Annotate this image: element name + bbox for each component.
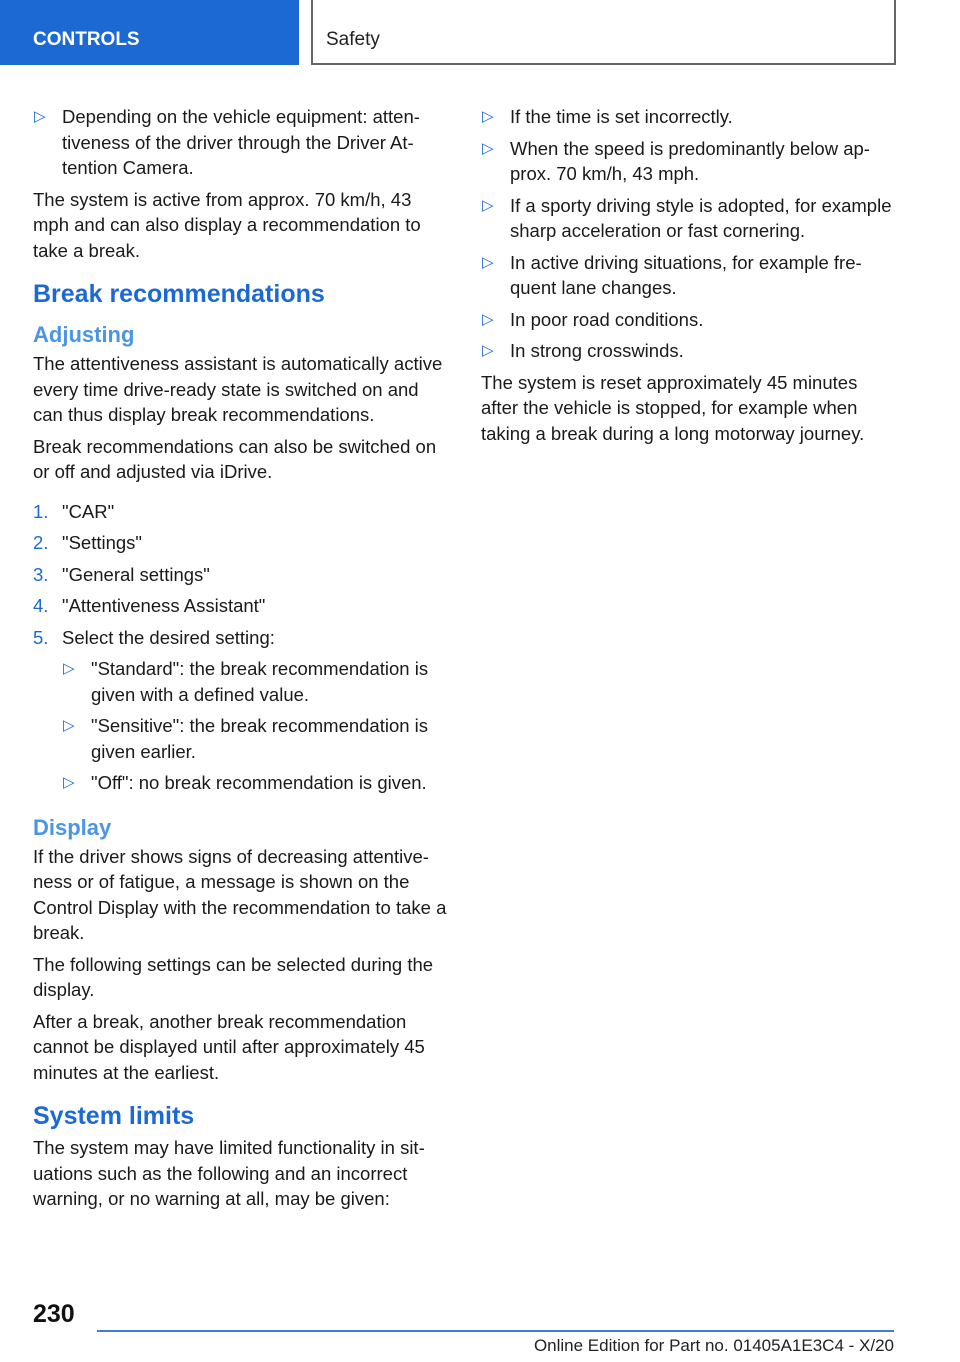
triangle-bullet-icon: ▷ — [34, 108, 46, 125]
option-item: ▷ "Standard": the break recommendation is given with a defined value. — [63, 658, 429, 705]
triangle-bullet-icon: ▷ — [482, 196, 494, 214]
left-column — [33, 104, 447, 1218]
list-item: ▷ When the speed is predominantly below approx. 70 km/h, 43 mph. — [482, 137, 870, 184]
section-tab-controls: CONTROLS — [0, 0, 299, 65]
footer-edition: Online Edition for Part no. 01405A1E3C4 - X/20 — [533, 1336, 894, 1355]
list-item: ▷ If a sporty driving style is adopted, for example sharp acceleration or fast cornering. — [482, 194, 892, 241]
step-item: 5. Select the desired setting: — [33, 626, 275, 648]
triangle-bullet-icon: ▷ — [482, 108, 494, 125]
adjusting-paragraph-2: Break recommendations can also be switched on or off and adjusted via iDrive. — [33, 435, 437, 482]
triangle-bullet-icon: ▷ — [482, 310, 494, 328]
option-item: ▷ "Off": no break recommendation is given. — [62, 770, 447, 796]
list-item: ▷ In active driving situations, for example frequent lane changes. — [482, 251, 862, 298]
triangle-bullet-icon: ▷ — [482, 253, 494, 271]
triangle-bullet-icon: ▷ — [482, 139, 494, 157]
triangle-bullet-icon: ▷ — [482, 342, 494, 359]
list-item: ▷ In strong crosswinds. — [481, 338, 895, 364]
reset-paragraph: The system is reset approximately 45 minutes after the vehicle is stopped, for example when taking a break during a long motorway journey. — [481, 371, 865, 444]
intro-paragraph: The system is active from approx. 70 km/h, 43 mph and can also display a recommendation to take a break. — [33, 188, 421, 261]
right-column — [481, 104, 895, 452]
list-item: ▷ If the time is set incorrectly. — [481, 104, 895, 130]
step-item: 4. "Attentiveness Assistant" — [33, 595, 266, 616]
adjusting-paragraph: The attentiveness assistant is automatically active every time drive-ready state is switched on and can thus display break recommendations. — [33, 353, 443, 425]
footer-divider — [97, 1330, 894, 1332]
triangle-bullet-icon: ▷ — [63, 774, 75, 791]
chapter-tab-safety: Safety — [311, 0, 896, 65]
step-item: 2. "Settings" — [33, 532, 142, 553]
option-item: ▷ "Sensitive": the break recommendation is given earlier. — [63, 715, 429, 762]
triangle-bullet-icon: ▷ — [63, 660, 75, 677]
page-number: 230 — [33, 1300, 75, 1328]
limits-paragraph: The system may have limited functionality in situations such as the following and an incorrect warning, or no warning at all, may be given: — [33, 1137, 425, 1209]
display-paragraph: If the driver shows signs of decreasing attentiveness or of fatigue, a message is shown on the Control Display with the recommendation to take a break. — [33, 845, 447, 943]
list-item: ▷ In poor road conditions. — [481, 307, 895, 333]
heading-break-recommendations: Break recommendations — [33, 280, 325, 308]
triangle-bullet-icon: ▷ — [63, 717, 75, 734]
heading-display: Display — [33, 814, 112, 840]
list-item: ▷ Depending on the vehicle equipment: attentiveness of the driver through the Driver Attention Camera. — [34, 106, 420, 178]
heading-system-limits: System limits — [33, 1102, 195, 1130]
display-paragraph-3: After a break, another break recommendation cannot be displayed until after approximately 45 minutes at the earliest. — [33, 1010, 425, 1083]
display-paragraph-2: The following settings can be selected during the display. — [33, 953, 434, 1000]
step-item: 3. "General settings" — [33, 563, 210, 585]
heading-adjusting: Adjusting — [33, 322, 135, 347]
step-item: 1. "CAR" — [33, 500, 115, 522]
